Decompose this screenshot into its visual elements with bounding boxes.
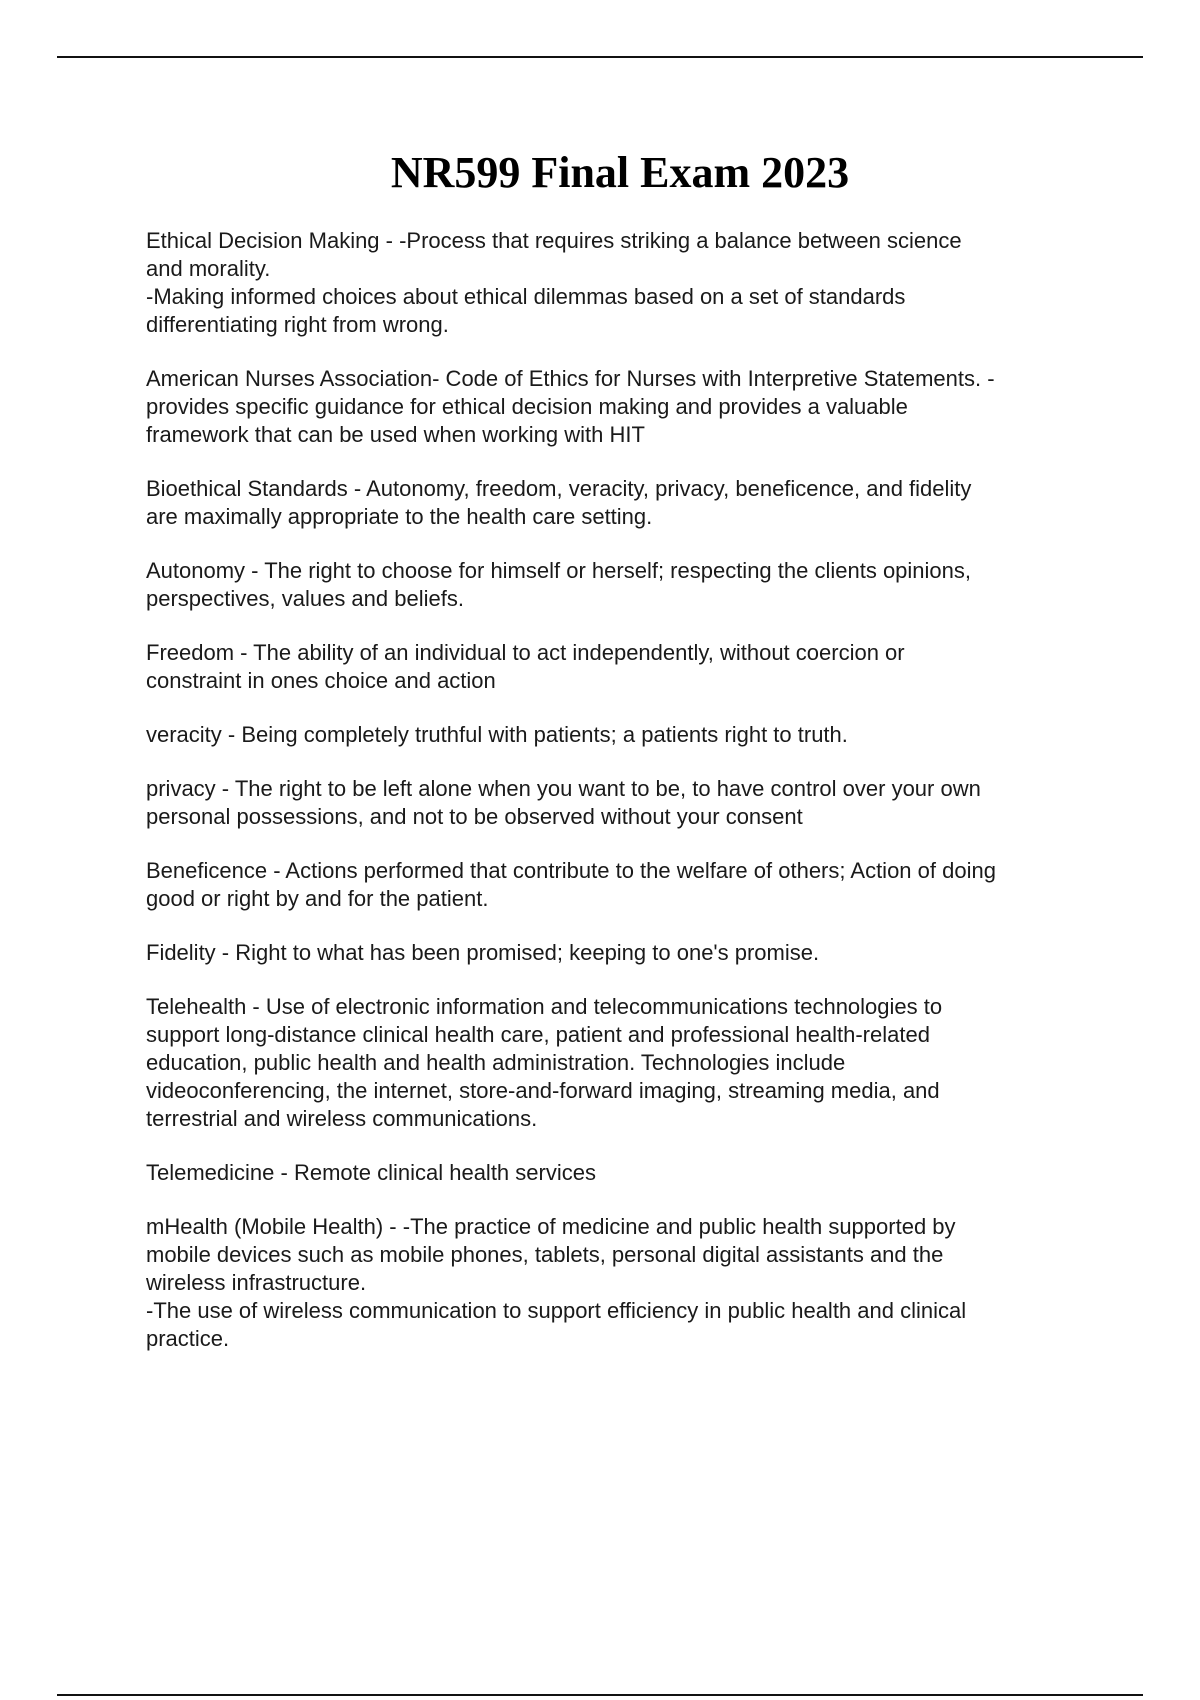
entry-line: constraint in ones choice and action	[146, 668, 496, 693]
entry-line: and morality.	[146, 256, 271, 281]
entry-line: Beneficence - Actions performed that contribute to the welfare of others; Action of doing	[146, 858, 996, 883]
entry-line: videoconferencing, the internet, store-and-forward imaging, streaming media, and	[146, 1078, 940, 1103]
entry-line: Ethical Decision Making - -Process that requires striking a balance between science	[146, 228, 962, 253]
entry-line: mobile devices such as mobile phones, tablets, personal digital assistants and the	[146, 1242, 944, 1267]
entry-line: provides specific guidance for ethical decision making and provides a valuable	[146, 394, 908, 419]
entry-line: personal possessions, and not to be observed without your consent	[146, 804, 803, 829]
entry-telemedicine	[146, 1159, 1096, 1187]
bottom-divider	[57, 1694, 1143, 1696]
entry-line: wireless infrastructure.	[146, 1270, 367, 1295]
entry-line: -The use of wireless communication to support efficiency in public health and clinical	[146, 1298, 967, 1323]
entry-ethical-decision-making	[146, 227, 1096, 339]
entry-line: mHealth (Mobile Health) - -The practice of medicine and public health supported by	[146, 1214, 956, 1239]
entry-telehealth	[146, 993, 1096, 1133]
entry-fidelity	[146, 939, 1096, 967]
entry-veracity	[146, 721, 1096, 749]
entry-line: education, public health and health administration. Technologies include	[146, 1050, 846, 1075]
entry-line: veracity - Being completely truthful with patients; a patients right to truth.	[146, 722, 848, 747]
entry-line: perspectives, values and beliefs.	[146, 586, 464, 611]
entry-line: Bioethical Standards - Autonomy, freedom, veracity, privacy, beneficence, and fidelity	[146, 476, 972, 501]
entry-line: practice.	[146, 1326, 230, 1351]
entry-bioethical-standards	[146, 475, 1096, 531]
entry-privacy	[146, 775, 1096, 831]
entry-line: -Making informed choices about ethical dilemmas based on a set of standards	[146, 284, 906, 309]
entry-line: support long-distance clinical health care, patient and professional health-related	[146, 1022, 930, 1047]
entry-freedom	[146, 639, 1096, 695]
entry-line: good or right by and for the patient.	[146, 886, 489, 911]
entry-line: are maximally appropriate to the health care setting.	[146, 504, 653, 529]
entry-mhealth	[146, 1213, 1096, 1353]
top-divider	[57, 56, 1143, 58]
entry-line: Freedom - The ability of an individual to act independently, without coercion or	[146, 640, 905, 665]
page-title: NR599 Final Exam 2023	[390, 148, 850, 197]
entry-autonomy	[146, 557, 1096, 613]
entry-line: Fidelity - Right to what has been promised; keeping to one's promise.	[146, 940, 820, 965]
entry-line: differentiating right from wrong.	[146, 312, 449, 337]
entry-ana-code-of-ethics	[146, 365, 1096, 449]
entry-beneficence	[146, 857, 1096, 913]
entry-line: privacy - The right to be left alone when you want to be, to have control over your own	[146, 776, 981, 801]
entry-line: Telemedicine - Remote clinical health services	[146, 1160, 596, 1185]
entry-line: Telehealth - Use of electronic information and telecommunications technologies to	[146, 994, 943, 1019]
entry-line: Autonomy - The right to choose for himself or herself; respecting the clients opinions,	[146, 558, 972, 583]
document-body	[146, 227, 1096, 1379]
entry-line: framework that can be used when working with HIT	[146, 422, 645, 447]
entry-line: American Nurses Association- Code of Ethics for Nurses with Interpretive Statements. -	[146, 366, 995, 391]
entry-line: terrestrial and wireless communications.	[146, 1106, 538, 1131]
